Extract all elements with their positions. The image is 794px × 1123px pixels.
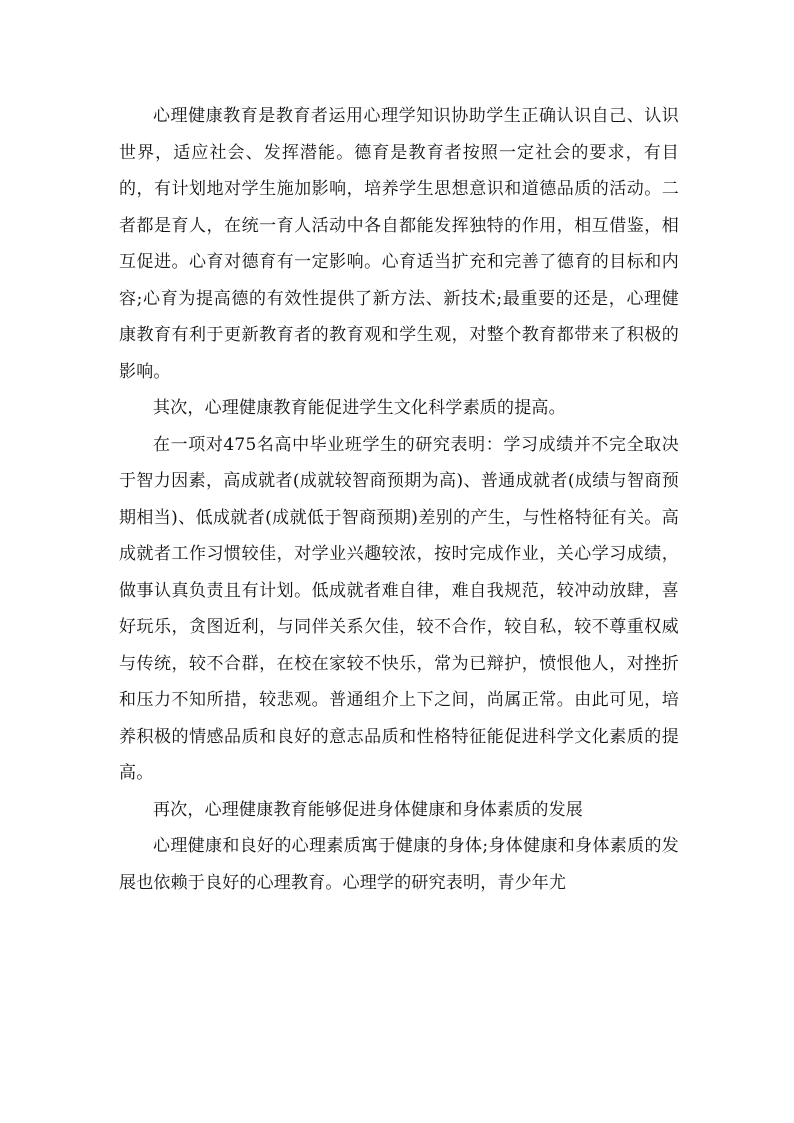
paragraph-physical-health: 心理健康和良好的心理素质寓于健康的身体;身体健康和身体素质的发展也依赖于良好的心理教育。心理学的研究表明，青少年尤	[119, 836, 679, 893]
document-body	[119, 98, 679, 901]
paragraph-moral-education: 心理健康教育是教育者运用心理学知识协助学生正确认识自己、认识世界，适应社会、发挥潜能。德育是教育者按照一定社会的要求，有目的，有计划地对学生施加影响，培养学生思想意识和道德品质的活动。二者都是育人，在统一育人活动中各自都能发挥独特的作用，相互借鉴，相互促进。心育对德育有一定影响。心育适当扩充和完善了德育的目标和内容;心育为提高德的有效性提供了新方法、新技术;最重要的还是，心理健康教育有利于更新教育者的教育观和学生观，对整个教育都带来了积极的影响。	[119, 106, 679, 382]
paragraph-cultural-quality-heading: 其次，心理健康教育能促进学生文化科学素质的提高。	[153, 398, 566, 418]
paragraph-achievement-study: 在一项对475名高中毕业班学生的研究表明：学习成绩并不完全取决于智力因素，高成就者(成就较智商预期为高)、普通成就者(成绩与智商预期相当)、低成就者(成就低于智商预期)差别的产生，与性格特征有关。高成就者工作习惯较佳，对学业兴趣较浓，按时完成作业，关心学习成绩，做事认真负责且有计划。低成就者难自律，难自我规范，较冲动放肆，喜好玩乐，贪图近利，与同伴关系欠佳，较不合作，较自私，较不尊重权威与传统，较不合群，在校在家较不快乐，常为已辩护，愤恨他人，对挫折和压力不知所措，较悲观。普通组介上下之间，尚属正常。由此可见，培养积极的情感品质和良好的意志品质和性格特征能促进科学文化素质的提高。	[119, 434, 679, 783]
paragraph-physical-health-heading: 再次，心理健康教育能够促进身体健康和身体素质的发展	[153, 799, 583, 820]
